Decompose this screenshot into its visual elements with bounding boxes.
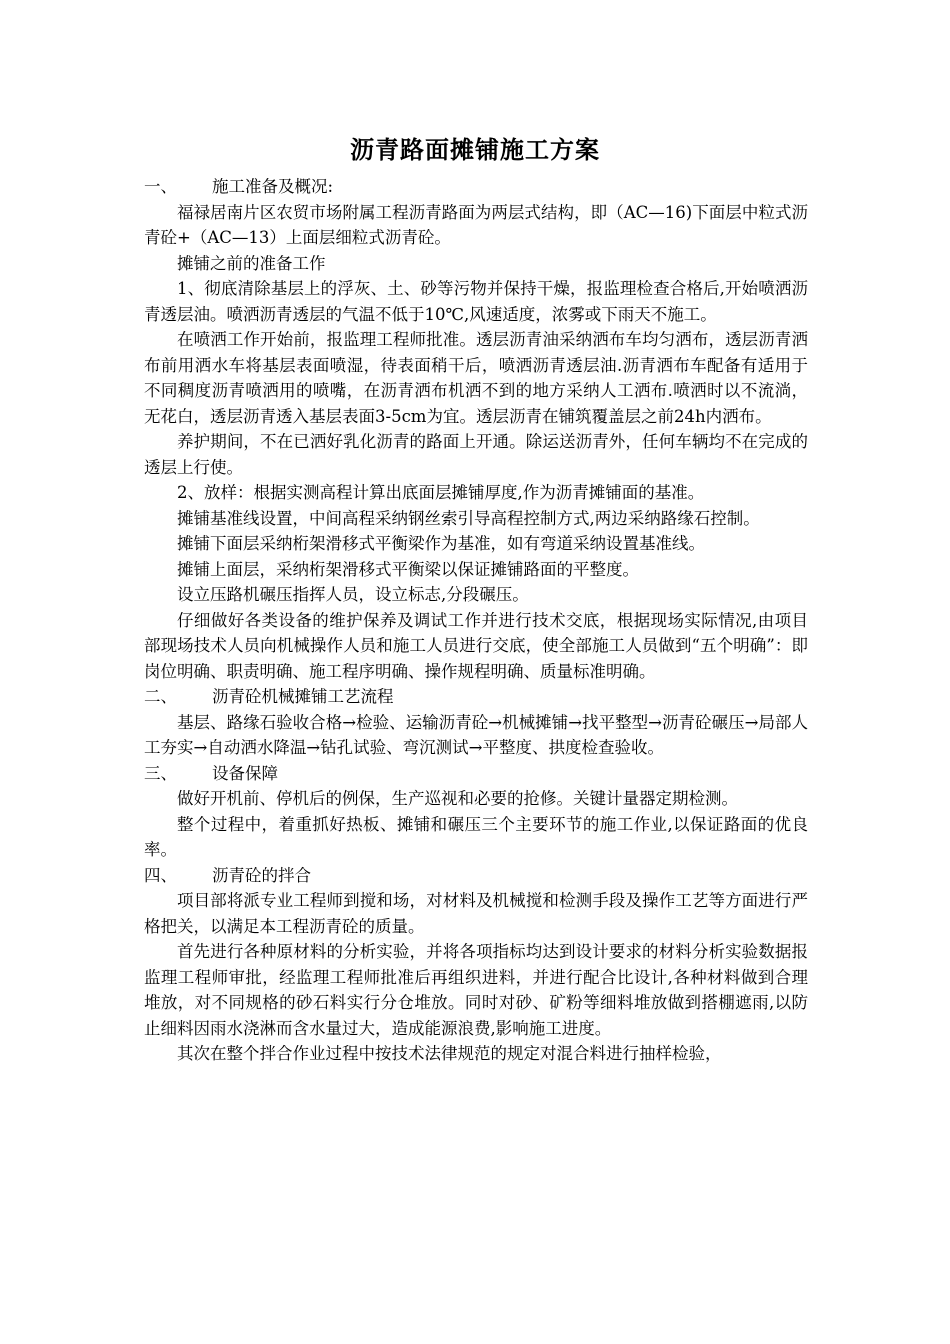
paragraph: 福禄居南片区农贸市场附属工程沥青路面为两层式结构，即（AC—16)下面层中粒式沥青砼+（AC—13）上面层细粒式沥青砼。 (144, 202, 808, 247)
paragraph: 在喷洒工作开始前，报监理工程师批准。透层沥青油采纳洒布车均匀洒布，透层沥青洒布前用洒水车将基层表面喷湿，待表面稍干后，喷洒沥青透层油.沥青洒布车配备有适用于不同稠度沥青喷洒用的喷嘴，在沥青洒布机洒不到的地方采纳人工洒布.喷洒时以不流淌，无花白，透层沥青透入基层表面3-5cm为宜。透层沥青在铺筑覆盖层之前24h内洒布。 (144, 330, 808, 426)
paragraph: 整个过程中，着重抓好热板、摊铺和碾压三个主要环节的施工作业,以保证路面的优良率。 (144, 814, 808, 859)
paragraph: 基层、路缘石验收合格→检验、运输沥青砼→机械摊铺→找平整型→沥青砼碾压→局部人工夯实→自动洒水降温→钻孔试验、弯沉测试→平整度、拱度检查验收。 (144, 712, 808, 757)
paragraph: 做好开机前、停机后的例保，生产巡视和必要的抢修。关键计量器定期检测。 (177, 789, 738, 808)
paragraph: 设立压路机碾压指挥人员，设立标志,分段碾压。 (177, 585, 529, 604)
paragraph: 仔细做好各类设备的维护保养及调试工作并进行技术交底，根据现场实际情况,由项目部现场技术人员向机械操作人员和施工人员进行交底，使全部施工人员做到“五个明确”：即岗位明确、职责明确、施工程序明确、操作规程明确、质量标准明确。 (144, 610, 808, 681)
paragraph: 其次在整个拌合作业过程中按技术法律规范的规定对混合料进行抽样检验， (177, 1044, 722, 1063)
paragraph: 首先进行各种原材料的分析实验，并将各项指标均达到设计要求的材料分析实验数据报监理工程师审批，经监理工程师批准后再组织进料，并进行配合比设计,各种材料做到合理堆放，对不同规格的砂石料实行分仓堆放。同时对砂、矿粉等细料堆放做到搭棚遮雨,以防止细料因雨水浇淋而含水量过大，造成能源浪费,影响施工进度。 (144, 942, 808, 1038)
section-number: 三、 (144, 763, 177, 783)
paragraph: 2、放样：根据实测高程计算出底面层摊铺厚度,作为沥青摊铺面的基准。 (177, 483, 705, 502)
paragraph: 养护期间，不在已洒好乳化沥青的路面上开通。除运送沥青外，任何车辆均不在完成的透层上行使。 (144, 432, 808, 477)
section-3 (144, 761, 808, 863)
paragraph: 摊铺基准线设置，中间高程采纳钢丝索引导高程控制方式,两边采纳路缘石控制。 (177, 508, 760, 528)
document-title: 沥青路面摊铺施工方案 (350, 135, 600, 164)
document-body (144, 174, 808, 1067)
section-title: 设备保障 (212, 763, 278, 783)
section-title: 施工准备及概况: (212, 177, 334, 196)
section-2 (144, 684, 808, 761)
paragraph: 摊铺上面层，采纳桁架滑移式平衡梁以保证摊铺路面的平整度。 (177, 559, 639, 579)
section-heading (144, 863, 808, 889)
paragraph: 项目部将派专业工程师到搅和场，对材料及机械搅和检测手段及操作工艺等方面进行严格把关，以满足本工程沥青砼的质量。 (144, 891, 808, 936)
section-heading (144, 174, 808, 200)
section-1 (144, 174, 808, 684)
paragraph: 1、彻底清除基层上的浮灰、土、砂等污物并保持干燥，报监理检查合格后,开始喷洒沥青透层油。喷洒沥青透层的气温不低于10℃,风速适度，浓雾或下雨天不施工。 (144, 279, 808, 324)
section-title: 沥青砼的拌合 (212, 865, 311, 885)
section-heading (144, 761, 808, 787)
section-heading (144, 684, 808, 710)
section-title: 沥青砼机械摊铺工艺流程 (212, 687, 394, 706)
section-number: 四、 (144, 865, 177, 885)
paragraph: 摊铺下面层采纳桁架滑移式平衡梁作为基准，如有弯道采纳设置基准线。 (177, 534, 705, 553)
section-number: 二、 (144, 687, 177, 706)
section-4 (144, 863, 808, 1067)
section-number: 一、 (144, 177, 177, 196)
paragraph: 摊铺之前的准备工作 (177, 253, 326, 273)
